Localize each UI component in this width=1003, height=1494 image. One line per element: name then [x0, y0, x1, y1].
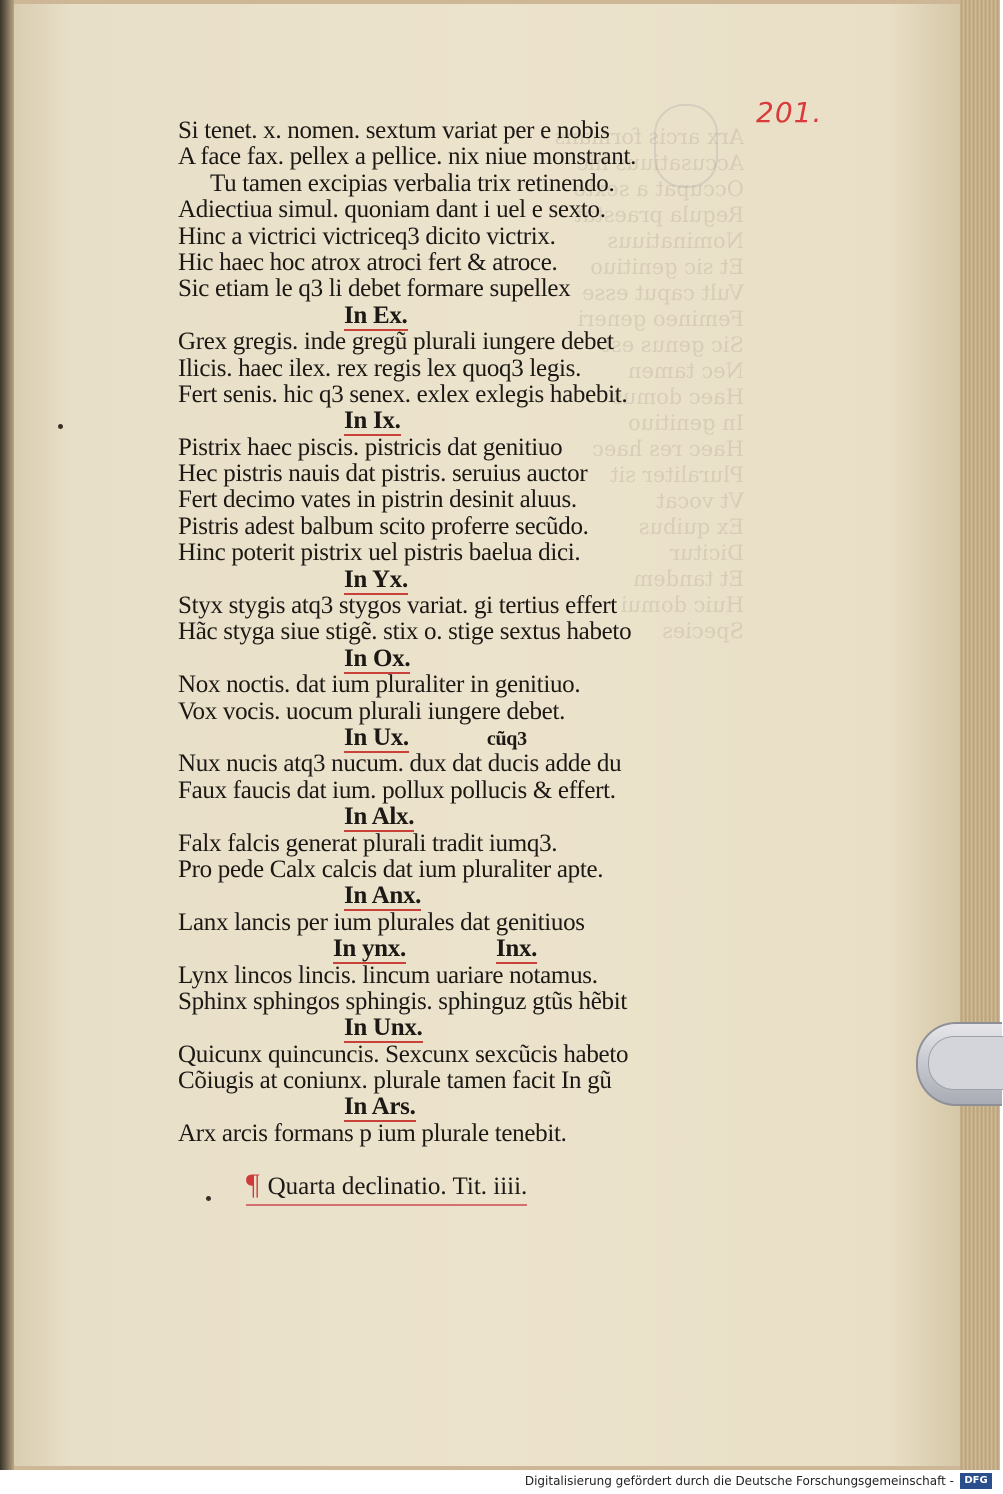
text-line: Hãc styga siue stigẽ. stix o. stige sextus habeto: [178, 618, 632, 646]
heading-text: In Ux.: [344, 723, 409, 751]
text-line: Cõiugis at coniunx. plurale tamen facit In gũ: [178, 1067, 612, 1095]
funding-credit: Digitalisierung gefördert durch die Deutsche Forschungsgemeinschaft -: [524, 1474, 954, 1488]
text-line: Hic haec hoc atrox atroci fert & atroce.: [178, 248, 558, 276]
text-line: Hec pistris nauis dat pistris. seruius auctor: [178, 460, 588, 488]
section-heading-anx: [178, 883, 718, 909]
section-heading-ex: [178, 303, 718, 329]
text-line: Nux nucis atq3 nucum. dux dat ducis adde du: [178, 750, 622, 778]
text-line: Lanx lancis per ium plurales dat genitiuos: [178, 908, 585, 936]
heading-text: In Yx.: [344, 565, 408, 593]
text-line: Hinc a victrici victriceq3 dicito victrix.: [178, 222, 556, 250]
dfg-logo: DFG: [960, 1473, 992, 1489]
pilcrow-icon: ¶: [246, 1168, 260, 1201]
section-heading-ux: [178, 725, 718, 751]
heading-text: In Ix.: [344, 407, 401, 435]
text-line: Tu tamen excipias verbalia trix retinendo.: [210, 169, 615, 197]
heading-text: In Ex.: [344, 301, 408, 329]
heading-text: In Ars.: [344, 1093, 416, 1121]
chapter-heading: [246, 1168, 527, 1206]
clip-loop: [928, 1036, 1003, 1090]
section-heading-ars: [178, 1094, 718, 1120]
text-line: Fert senis. hic q3 senex. exlex exlegis habebit.: [178, 380, 628, 408]
text-line: Nox noctis. dat ium pluraliter in genitiuo.: [178, 671, 581, 699]
heading-text: In Unx.: [344, 1014, 423, 1042]
text-line: Adiectiua simul. quoniam dant i uel e sexto.: [178, 196, 606, 224]
text-line: Si tenet. x. nomen. sextum variat per e nobis: [178, 117, 610, 144]
section-heading-ynx: [178, 936, 718, 962]
footer-bar: [0, 1470, 1000, 1494]
text-block: [178, 118, 718, 1147]
heading-text: In Alx.: [344, 803, 415, 831]
text-line: Falx falcis generat plurali tradit iumq3.: [178, 829, 558, 857]
ink-speck: [206, 1196, 211, 1201]
section-heading-ix: [178, 408, 718, 434]
section-heading-unx: [178, 1015, 718, 1041]
section-heading-yx: [178, 567, 718, 593]
metal-page-clip: [916, 1022, 1002, 1106]
text-line: Pro pede Calx calcis dat ium pluraliter apte.: [178, 855, 604, 883]
text-line: Grex gregis. inde gregũ plurali iungere debet: [178, 328, 614, 356]
folio-number: 201.: [756, 96, 823, 129]
text-line: Arx arcis formans p ium plurale tenebit.: [178, 1119, 567, 1147]
text-line: Hinc poterit pistrix uel pistris baelua dici.: [178, 539, 581, 567]
heading-text: Inx.: [495, 935, 538, 963]
heading-text: In Ox.: [344, 644, 411, 672]
heading-text: In Anx.: [344, 882, 422, 910]
heading-text: In ynx.: [333, 935, 406, 963]
text-line: Fert decimo vates in pistrin desinit aluus.: [178, 486, 577, 514]
text-line: Faux faucis dat ium. pollux pollucis & effert.: [178, 776, 616, 804]
text-line: Sic etiam le q3 li debet formare supellex: [178, 275, 571, 303]
chapter-heading-text: Quarta declinatio. Tit. iiii.: [267, 1173, 528, 1200]
text-line: A face fax. pellex a pellice. nix niue monstrant.: [178, 143, 637, 171]
text-line: Ilicis. haec ilex. rex regis lex quoq3 legis.: [178, 354, 582, 382]
text-line: Quicunx quincuncis. Sexcunx sexcũcis habeto: [178, 1040, 629, 1068]
text-line: Pistris adest balbum scito proferre secũdo.: [178, 512, 589, 540]
text-line: Styx stygis atq3 stygos variat. gi tertius effert: [178, 592, 617, 620]
section-heading-ox: [178, 646, 718, 672]
text-line: Sphinx sphingos sphingis. sphinguz gtũs hẽbit: [178, 987, 628, 1015]
ink-speck: [58, 424, 63, 429]
text-line: Pistrix haec piscis. pistricis dat genitiuo: [178, 433, 563, 461]
text-line: Lynx lincos lincis. lincum uariare notamus.: [178, 961, 598, 989]
page-stack-edge: [960, 0, 1000, 1470]
show-through-bleed: Arx arcis formans Accusatiuus hic Occupat a sexto Regula praestat Nominatiuus Et sic genitiuo Vult caput esse Femineo generi Sic genus est Nec tamen Haec domus In genitiuo Haec res haec Pluraliter sit Vt vocat Ex quibus Dicitur Et tandem Huic domui Species: [554, 125, 744, 643]
catchword: cũq3: [486, 727, 527, 750]
section-heading-alx: [178, 804, 718, 830]
text-line: Vox vocis. uocum plurali iungere debet.: [178, 697, 566, 725]
book-spine-edge: [0, 0, 14, 1470]
